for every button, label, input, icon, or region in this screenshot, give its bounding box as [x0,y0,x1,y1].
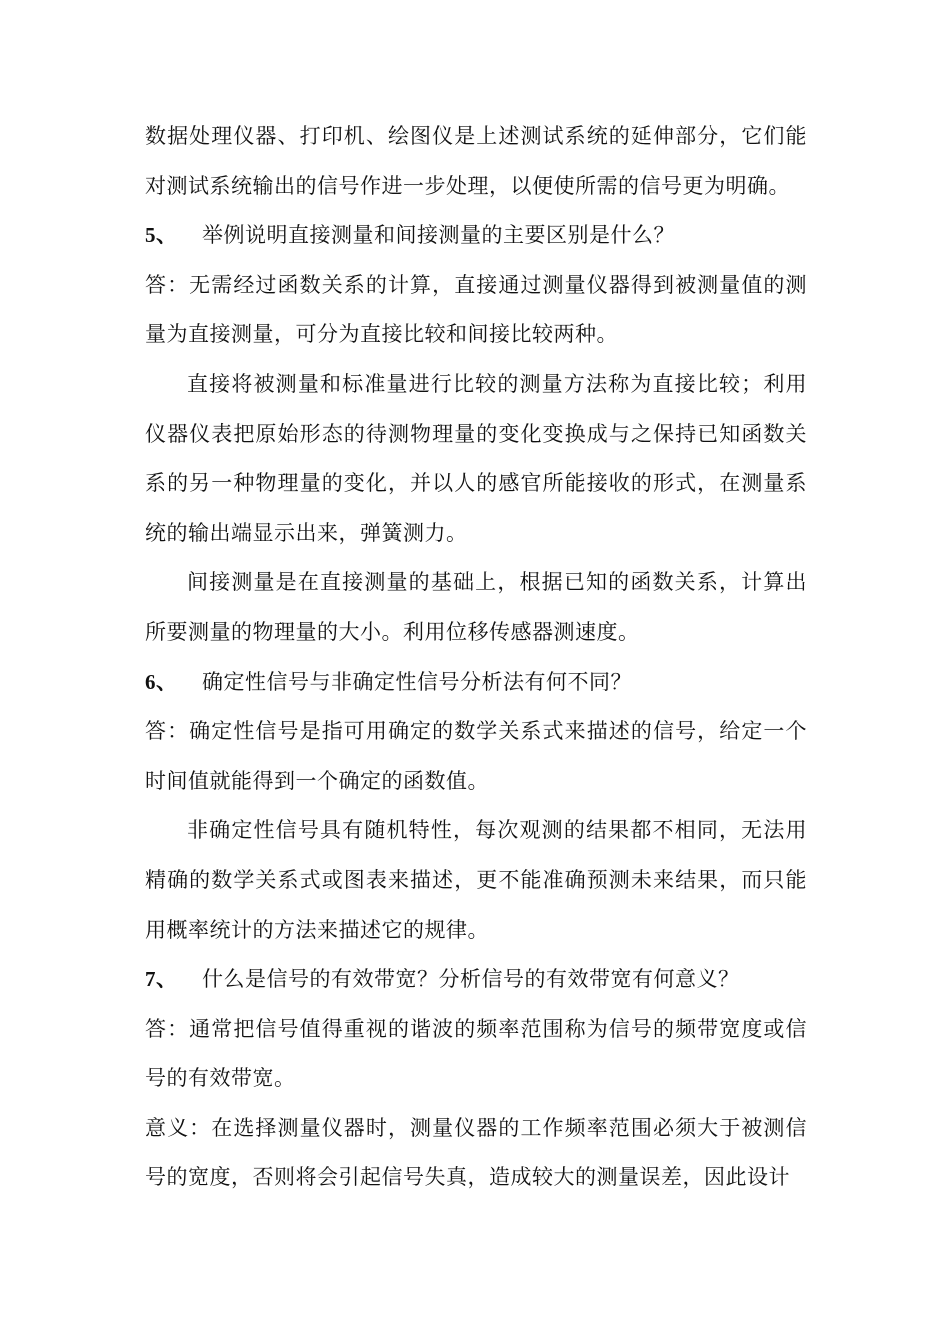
answer-7-significance: 意义：在选择测量仪器时，测量仪器的工作频率范围必须大于被测信号的宽度，否则将会引起信号失真，造成较大的测量误差，因此设计 [145,1115,807,1190]
document-body [145,112,807,1203]
question-text: 举例说明直接测量和间接测量的主要区别是什么？ [202,223,675,248]
question-text: 什么是信号的有效带宽？分析信号的有效带宽有何意义？ [202,967,740,992]
answer-6-paragraph-1: 答：确定性信号是指可用确定的数学关系式来描述的信号，给定一个时间值就能得到一个确定的函数值。 [145,719,807,793]
answer-5-paragraph-3: 间接测量是在直接测量的基础上，根据已知的函数关系，计算出所要测量的物理量的大小。利用位移传感器测速度。 [145,570,807,644]
answer-6-paragraph-2: 非确定性信号具有随机特性，每次观测的结果都不相同，无法用精确的数学关系式或图表来描述，更不能准确预测未来结果，而只能用概率统计的方法来描述它的规律。 [145,818,807,942]
question-6 [145,658,807,708]
paragraph-data-processing: 数据处理仪器、打印机、绘图仪是上述测试系统的延伸部分，它们能对测试系统输出的信号作进一步处理，以便使所需的信号更为明确。 [145,124,807,198]
question-5 [145,211,807,261]
question-7 [145,955,807,1005]
answer-5-paragraph-2: 直接将被测量和标准量进行比较的测量方法称为直接比较；利用仪器仪表把原始形态的待测物理量的变化变换成与之保持已知函数关系的另一种物理量的变化，并以人的感官所能接收的形式，在测量系统的输出端显示出来，弹簧测力。 [145,371,807,545]
question-text: 确定性信号与非确定性信号分析法有何不同？ [202,669,632,694]
question-number: 5、 [145,223,178,248]
answer-5-paragraph-1: 答：无需经过函数关系的计算，直接通过测量仪器得到被测量值的测量为直接测量，可分为直接比较和间接比较两种。 [145,272,807,347]
question-number: 7、 [145,967,178,992]
answer-7-paragraph-1: 答：通常把信号值得重视的谐波的频率范围称为信号的频带宽度或信号的有效带宽。 [145,1016,807,1091]
question-number: 6、 [145,669,178,694]
